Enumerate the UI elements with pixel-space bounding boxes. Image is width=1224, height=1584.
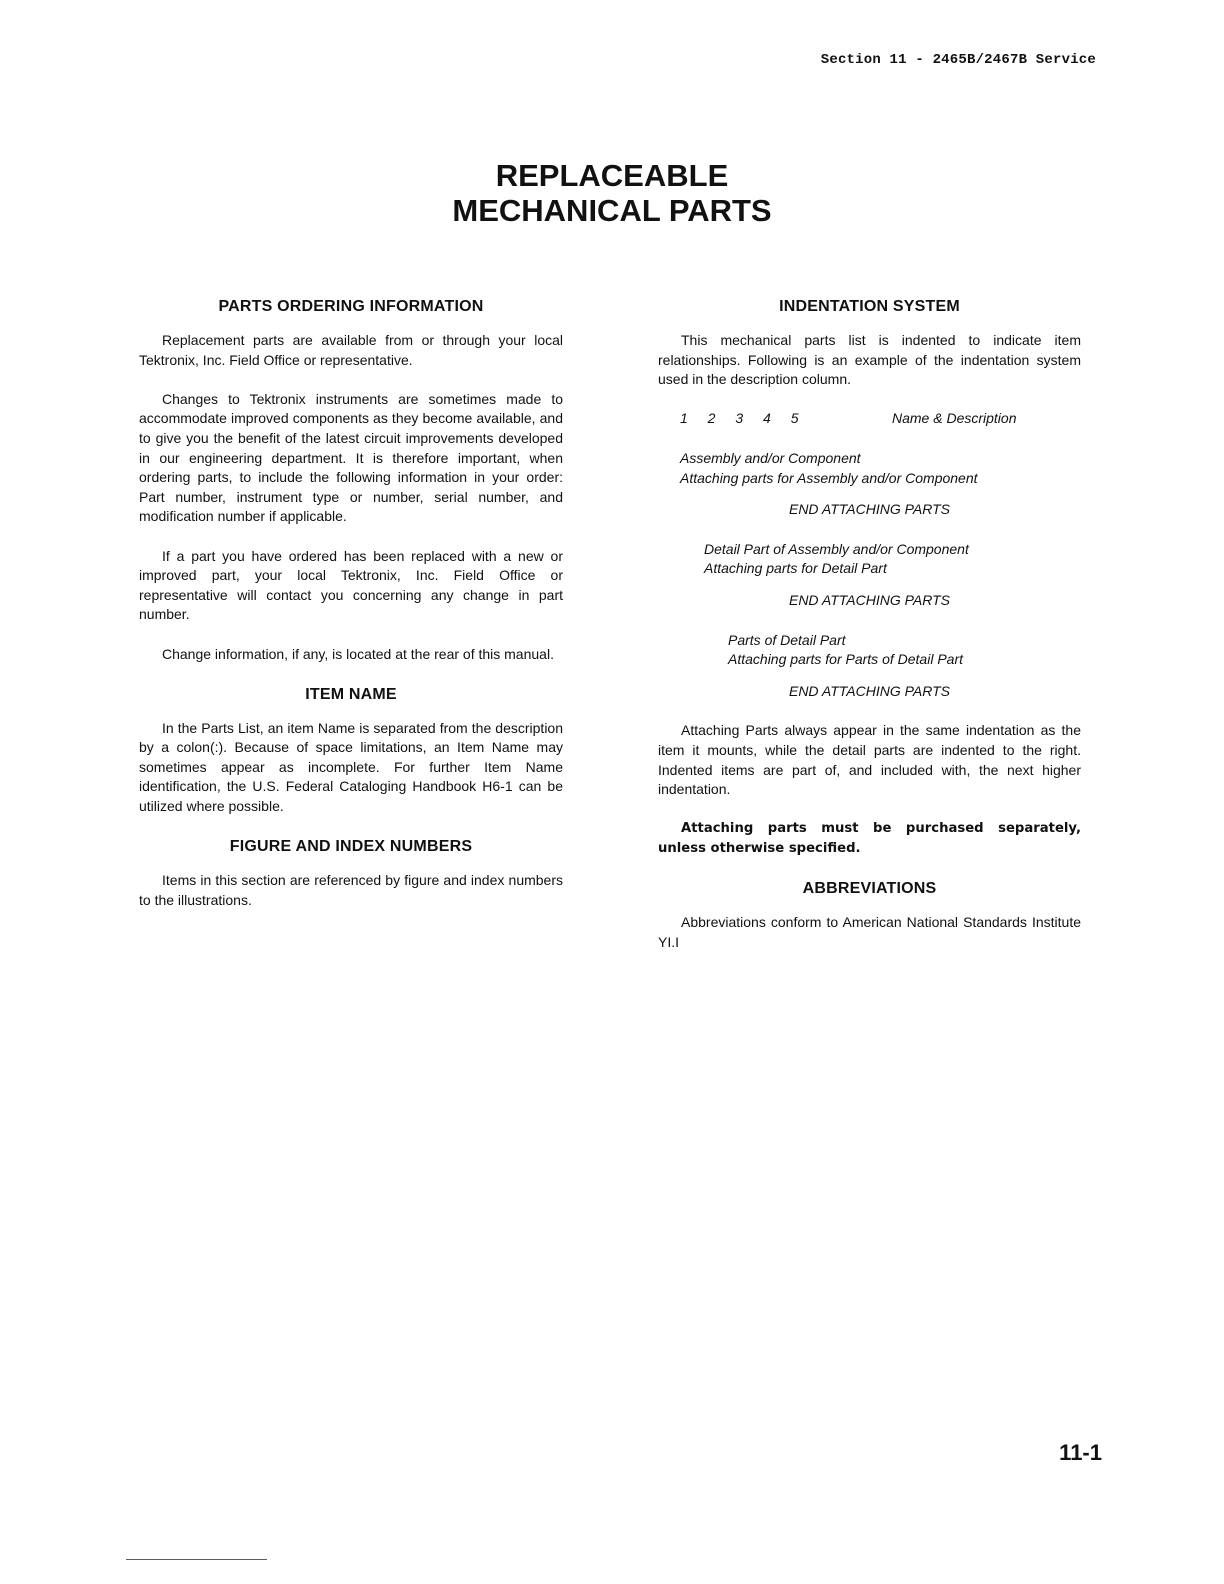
- indent-detail-attaching: Attaching parts for Detail Part: [704, 560, 887, 577]
- indentation-example: [658, 449, 1081, 701]
- figure-index-paragraph: Items in this section are referenced by figure and index numbers to the illustrations.: [139, 872, 563, 908]
- indent-parts-of-detail: Parts of Detail Part: [728, 631, 846, 648]
- item-name-heading: ITEM NAME: [305, 685, 397, 703]
- indentation-name-description: Name & Description: [892, 410, 1017, 427]
- parts-ordering-paragraph-3: If a part you have ordered has been replaced with a new or improved part, your local Tektronix, Inc. Field Office or representative will contact you concerning any change in part number.: [139, 547, 563, 623]
- right-column: [658, 296, 1081, 972]
- indent-assembly-attaching: Attaching parts for Assembly and/or Component: [680, 469, 978, 486]
- indent-assembly: Assembly and/or Component: [680, 449, 861, 466]
- indentation-level-numbers: 1 2 3 4 5: [680, 410, 807, 427]
- abbreviations-paragraph: Abbreviations conform to American National Standards Institute YI.I: [658, 914, 1081, 950]
- left-column: [139, 296, 563, 930]
- indent-end-attaching-1: END ATTACHING PARTS: [788, 501, 950, 518]
- item-name-paragraph: In the Parts List, an item Name is separated from the description by a colon(:). Because of space limitations, an Item Name may sometimes appear as incomplete. For further Item Name identification, the U.S. Federal Cataloging Handbook H6-1 can be utilized where possible.: [139, 719, 563, 815]
- attaching-parts-note: Attaching parts must be purchased separately, unless otherwise specified.: [658, 821, 1081, 856]
- parts-ordering-paragraph-2: Changes to Tektronix instruments are sometimes made to accommodate improved components as they become available, and to give you the benefit of the latest circuit improvements developed in our engineering department. It is therefore important, when ordering parts, to include the following information in your order: Part number, instrument type or number, serial number, and modification number if applicable.: [139, 390, 563, 525]
- page-number: 11-1: [1059, 1440, 1102, 1465]
- indentation-example-header: [658, 409, 1081, 429]
- running-header: Section 11 - 2465B/2467B Service: [820, 52, 1096, 68]
- indent-parts-attaching: Attaching parts for Parts of Detail Part: [728, 651, 963, 668]
- abbreviations-heading: ABBREVIATIONS: [802, 880, 937, 898]
- figure-index-heading: FIGURE AND INDEX NUMBERS: [229, 838, 473, 856]
- page-title: [0, 158, 1224, 228]
- indentation-paragraph-1: This mechanical parts list is indented to indicate item relationships. Following is an example of the indentation system used in the description column.: [658, 332, 1081, 388]
- indentation-paragraph-2: Attaching Parts always appear in the same indentation as the item it mounts, while the detail parts are indented to the right. Indented items are part of, and included with, the next higher indentation.: [658, 722, 1081, 798]
- indentation-heading: INDENTATION SYSTEM: [779, 298, 960, 315]
- indent-detail-part: Detail Part of Assembly and/or Component: [704, 540, 969, 557]
- parts-ordering-paragraph-1: Replacement parts are available from or through your local Tektronix, Inc. Field Office or representative.: [139, 332, 563, 368]
- parts-ordering-heading: PARTS ORDERING INFORMATION: [218, 298, 484, 315]
- indent-end-attaching-3: END ATTACHING PARTS: [788, 682, 950, 699]
- page-title-line-2: MECHANICAL PARTS: [452, 193, 772, 228]
- indent-end-attaching-2: END ATTACHING PARTS: [788, 591, 950, 608]
- page-title-line-1: REPLACEABLE: [495, 158, 729, 193]
- parts-ordering-paragraph-4: Change information, if any, is located at the rear of this manual.: [162, 645, 554, 662]
- footer-rule: [126, 1559, 267, 1560]
